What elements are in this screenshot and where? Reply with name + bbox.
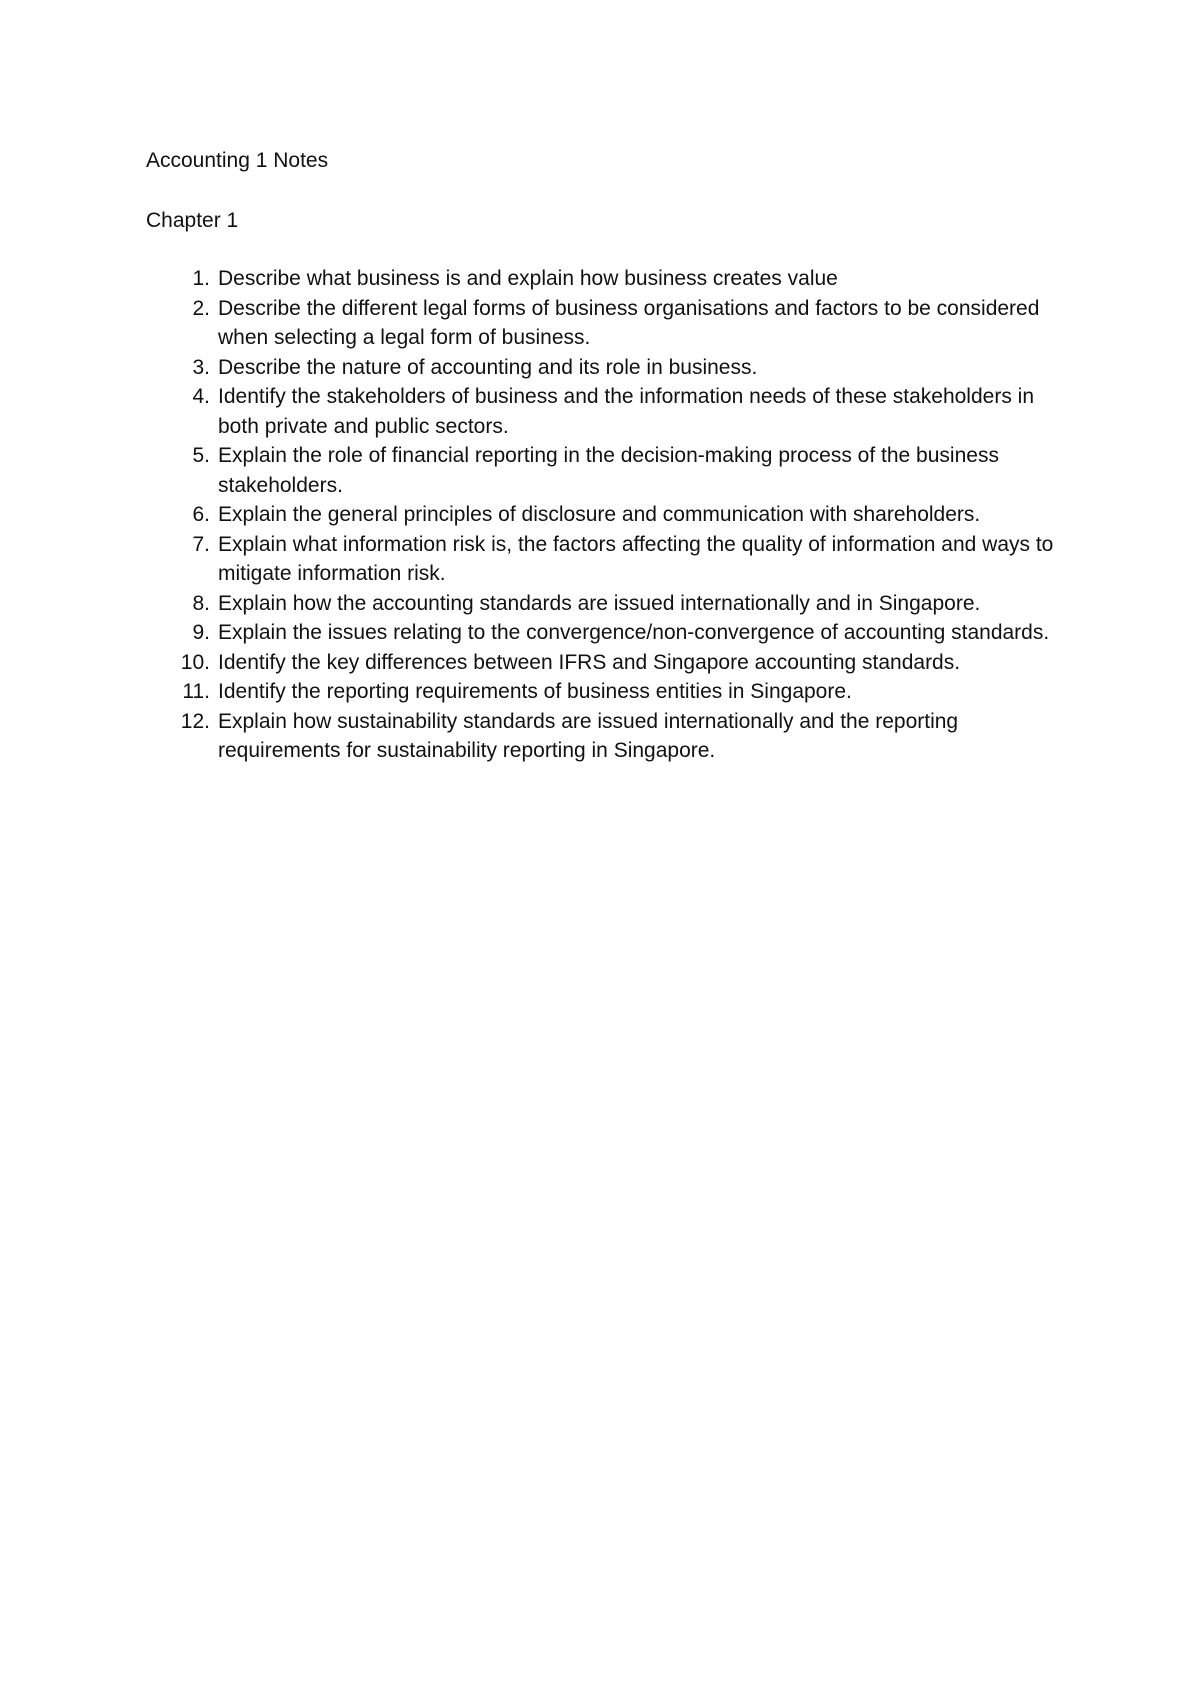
list-item-text: Describe the nature of accounting and its role in business. [218,355,758,379]
list-item-text: Identify the stakeholders of business and the information needs of these stakeholders in both private and public sectors. [218,385,1035,438]
list-item-text: Explain how sustainability standards are issued internationally and the reporting requirements for sustainability reporting in Singapore. [218,709,959,762]
list-item-text: Explain what information risk is, the factors affecting the quality of information and ways to mitigate information risk. [218,532,1054,585]
list-item [146,294,1066,353]
list-item-number: 4. [192,385,210,408]
chapter-heading: Chapter 1 [146,209,239,232]
list-item-text: Identify the key differences between IFRS and Singapore accounting standards. [218,650,961,674]
list-item [146,353,1066,383]
list-item-text: Explain the general principles of disclosure and communication with shareholders. [218,503,981,526]
list-item-number: 9. [192,621,210,644]
document-title: Accounting 1 Notes [146,149,329,172]
list-item-text: Explain the role of financial reporting in the decision-making process of the business stakeholders. [218,444,999,497]
list-item-number: 2. [192,296,210,320]
list-item-number: 6. [192,503,210,526]
list-item-text: Describe the different legal forms of business organisations and factors to be considered when selecting a legal form of business. [218,296,1040,349]
list-item-number: 3. [192,355,210,379]
objectives-list [146,264,1066,766]
list-item-text: Identify the reporting requirements of business entities in Singapore. [218,680,852,703]
list-item [146,677,1066,707]
list-item [146,707,1066,766]
list-item [146,264,1066,294]
list-item [146,382,1066,441]
list-item-text: Explain the issues relating to the convergence/non-convergence of accounting standards. [218,621,1050,644]
list-item [146,648,1066,678]
list-item-text: Explain how the accounting standards are issued internationally and in Singapore. [218,591,981,615]
list-item-number: 12. [180,709,210,733]
list-item-number: 1. [192,267,210,290]
list-item [146,589,1066,619]
list-item-number: 10. [180,650,210,674]
list-item [146,618,1066,648]
list-item-number: 8. [192,591,210,615]
list-item-number: 5. [192,444,210,467]
list-item [146,500,1066,530]
list-item-number: 11. [182,680,210,703]
list-item-text: Describe what business is and explain how business creates value [218,267,838,290]
list-item-number: 7. [192,532,210,556]
list-item [146,441,1066,500]
list-item [146,530,1066,589]
